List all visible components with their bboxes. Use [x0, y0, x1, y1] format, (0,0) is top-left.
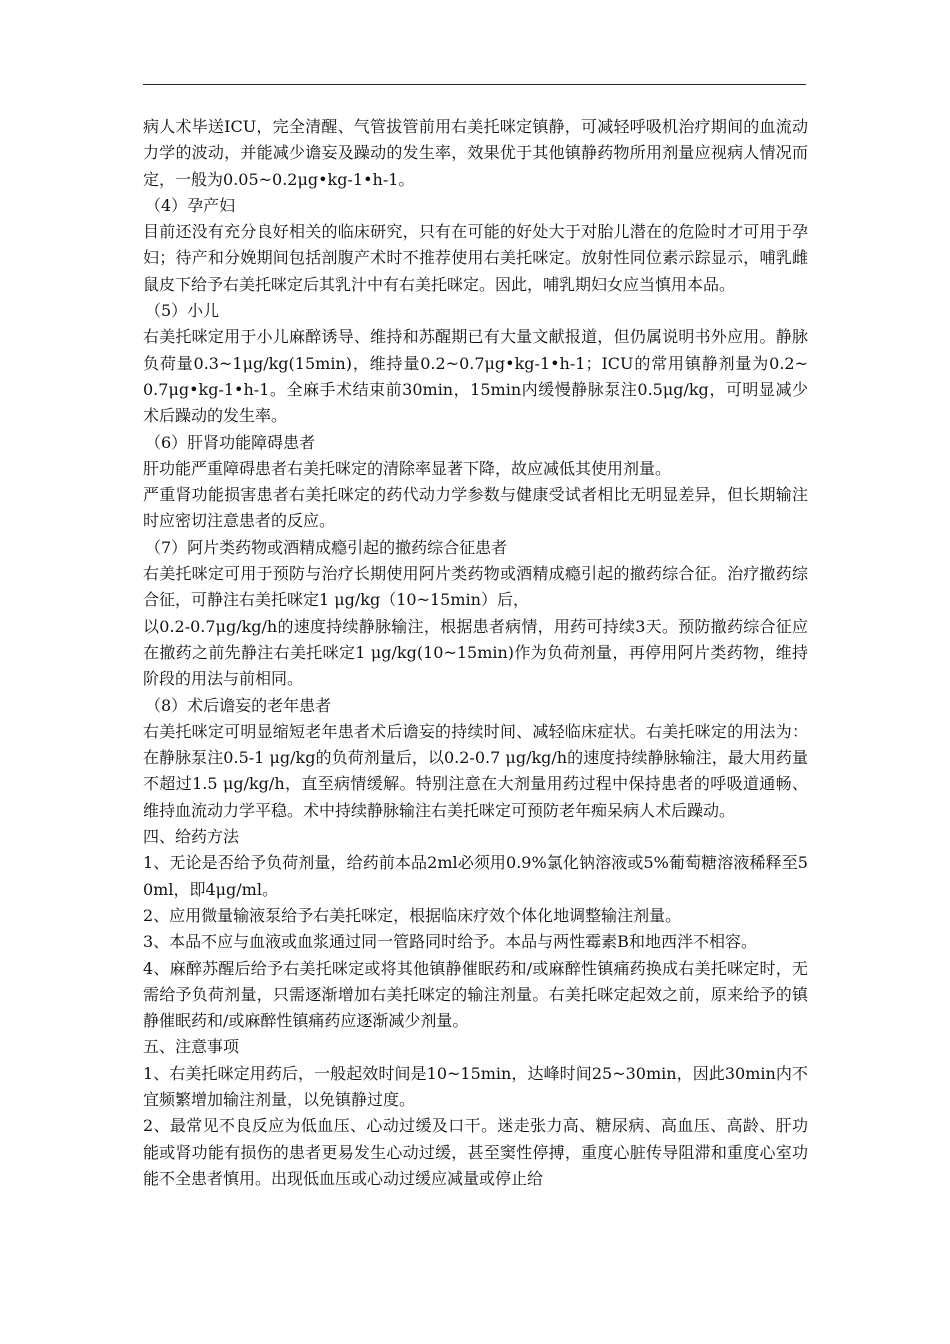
section-heading: 五、注意事项: [143, 1037, 240, 1057]
section-heading: （6）肝肾功能障碍患者: [145, 432, 316, 452]
paragraph: 目前还没有充分良好相关的临床研究，只有在可能的好处大于对胎儿潜在的危险时才可用于孕妇；待产和分娩期间包括剖腹产术时不推荐使用右美托咪定。放射性同位素示踪显示，哺乳雌鼠皮下给予右美托咪定后其乳汁中有右美托咪定。因此，哺乳期妇女应当慎用本品。: [143, 222, 808, 294]
section-heading: 四、给药方法: [143, 827, 240, 847]
paragraph: 肝功能严重障碍患者右美托咪定的清除率显著下降，故应减低其使用剂量。: [143, 458, 672, 478]
section-heading: （4）孕产妇: [145, 195, 236, 215]
section-heading: （8）术后谵妄的老年患者: [145, 695, 332, 715]
paragraph: 4、麻醉苏醒后给予右美托咪定或将其他镇静催眠药和/或麻醉性镇痛药换成右美托咪定时，无需给予负荷剂量，只需逐渐增加右美托咪定的输注剂量。右美托咪定起效之前，原来给予的镇静催眠药和/或麻醉性镇痛药应逐渐减少剂量。: [143, 958, 808, 1031]
paragraph: 严重肾功能损害患者右美托咪定的药代动力学参数与健康受试者相比无明显差异，但长期输注时应密切注意患者的反应。: [143, 485, 808, 531]
paragraph: 3、本品不应与血液或血浆通过同一管路同时给予。本品与两性霉素B和地西泮不相容。: [143, 932, 757, 952]
paragraph: 以0.2-0.7μg/kg/h的速度持续静脉输注，根据患者病情，用药可持续3天。预防撤药综合征应在撤药之前先静注右美托咪定1 μg/kg(10~15min)作为负荷剂量，再停用阿片类药物，维持阶段的用法与前相同。: [143, 616, 808, 689]
paragraph: 2、最常见不良反应为低血压、心动过缓及口干。迷走张力高、糖尿病、高血压、高龄、肝功能或肾功能有损伤的患者更易发生心动过缓，甚至窦性停搏，重度心脏传导阻滞和重度心室功能不全患者慎用。出现低血压或心动过缓应减量或停止给: [143, 1116, 808, 1188]
paragraph: 1、无论是否给予负荷剂量，给药前本品2ml必须用0.9%氯化钠溶液或5%葡萄糖溶液稀释至50ml，即4μg/ml。: [143, 853, 808, 899]
paragraph: 右美托咪定用于小儿麻醉诱导、维持和苏醒期已有大量文献报道，但仍属说明书外应用。静脉负荷量0.3~1μg/kg(15min)，维持量0.2~0.7μg•kg-1•h-1；ICU的常用镇静剂量为0.2~0.7μg•kg-1•h-1。全麻手术结束前30min，15min内缓慢静脉泵注0.5μg/kg，可明显减少术后躁动的发生率。: [143, 327, 808, 426]
paragraph: 1、右美托咪定用药后，一般起效时间是10~15min，达峰时间25~30min，因此30min内不宜频繁增加输注剂量，以免镇静过度。: [143, 1063, 808, 1109]
paragraph: 右美托咪定可明显缩短老年患者术后谵妄的持续时间、减轻临床症状。右美托咪定的用法为：在静脉泵注0.5-1 μg/kg的负荷剂量后，以0.2-0.7 μg/kg/h的速度持续静脉输注，最大用药量不超过1.5 μg/kg/h，直至病情缓解。特别注意在大剂量用药过程中保持患者的呼吸道通畅、维持血流动力学平稳。术中持续静脉输注右美托咪定可预防老年痴呆病人术后躁动。: [143, 721, 808, 820]
document-body: [143, 114, 808, 1192]
paragraph: 2、应用微量输液泵给予右美托咪定，根据临床疗效个体化地调整输注剂量。: [143, 905, 682, 925]
paragraph: 病人术毕送ICU，完全清醒、气管拔管前用右美托咪定镇静，可减轻呼吸机治疗期间的血流动力学的波动，并能减少谵妄及躁动的发生率，效果优于其他镇静药物所用剂量应视病人情况而定，一般为0.05~0.2μg•kg-1•h-1。: [143, 117, 808, 189]
header-rule: [143, 84, 806, 85]
paragraph: 右美托咪定可用于预防与治疗长期使用阿片类药物或酒精成瘾引起的撤药综合征。治疗撤药综合征，可静注右美托咪定1 μg/kg（10~15min）后，: [143, 564, 808, 610]
section-heading: （7）阿片类药物或酒精成瘾引起的撤药综合征患者: [145, 537, 508, 557]
section-heading: （5）小儿: [145, 301, 220, 321]
